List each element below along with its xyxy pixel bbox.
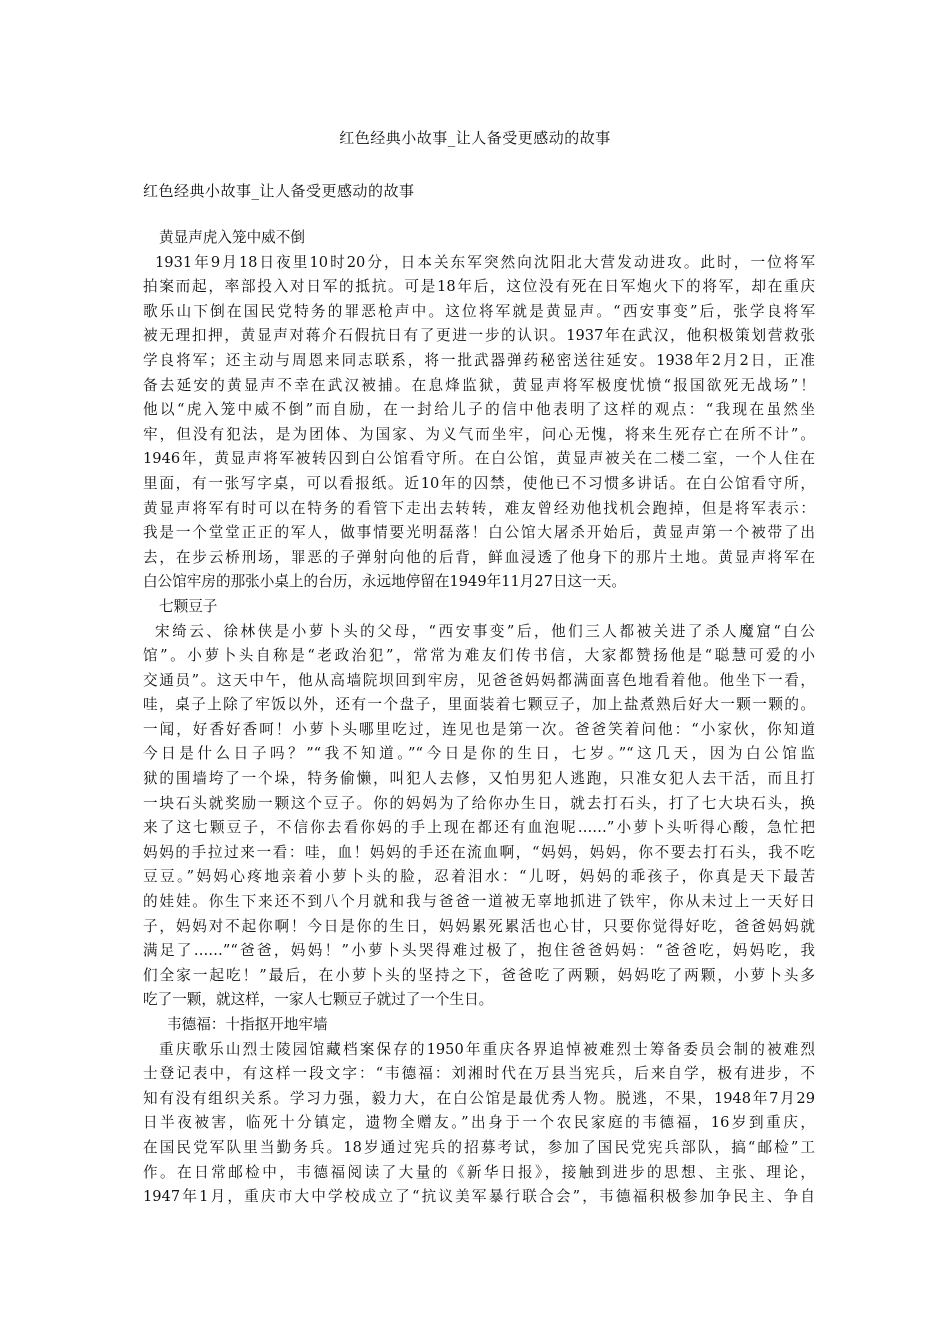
section-heading: 七颗豆子 <box>159 597 218 615</box>
paragraph-line: 他以“虎入笼中威不倒”而自励，在一封给儿子的信中他表明了这样的观点：“我现在虽然坐 <box>143 401 815 419</box>
paragraph-line: 吃了一颗，就这样，一家人七颗豆子就过了一个生日。 <box>143 991 494 1009</box>
paragraph-line: 里面，有一张写字桌，可以看报纸。近10年的囚禁，使他已不习惯多讲话。在白公馆看守所， <box>143 474 815 492</box>
paragraph-line: 被无理扣押，黄显声对蒋介石假抗日有了更进一步的认识。1937年在武汉，他积极策划营救张 <box>143 327 815 345</box>
paragraph-line: 一块石头就奖励一颗这个豆子。你的妈妈为了给你办生日，就去打石头，打了七大块石头，换 <box>143 794 815 812</box>
section-heading: 韦德福：十指抠开地牢墙 <box>167 1016 328 1033</box>
paragraph-line: 知有没有组织关系。学习力强，毅力大，在白公馆是最优秀人物。脱逃，不果，1948年7月29 <box>143 1089 815 1107</box>
paragraph-line: 歌乐山下倒在国民党特务的罪恶枪声中。这位将军就是黄显声。“西安事变”后，张学良将军 <box>143 302 815 320</box>
paragraph-line: 去，在步云桥刑场，罪恶的子弹射向他的后背，鲜血浸透了他身下的那片土地。黄显声将军在 <box>143 548 815 566</box>
paragraph-line: 牢，但没有犯法，是为团体、为国家、为义气而坐牢，问心无愧，将来生死存亡在所不计”。 <box>143 425 815 443</box>
paragraph-line: 豆豆。”妈妈心疼地亲着小萝卜头的脸，忍着泪水：“儿呀，妈妈的乖孩子，你真是天下最苦 <box>143 868 815 886</box>
paragraph-line: 今日是什么日子吗？”“我不知道。”“今日是你的生日，七岁。”“这几天，因为白公馆监 <box>143 745 815 763</box>
paragraph-line: 重庆歌乐山烈士陵园馆藏档案保存的1950年重庆各界追悼被难烈士筹备委员会制的被难烈 <box>159 1040 815 1058</box>
paragraph-line: 在国民党军队里当勤务兵。18岁通过宪兵的招募考试，参加了国民党宪兵部队，搞“邮检”工 <box>143 1138 815 1156</box>
paragraph-line: 们全家一起吃！”最后，在小萝卜头的坚持之下，爸爸吃了两颗，妈妈吃了两颗，小萝卜头多 <box>143 966 815 984</box>
paragraph-line: 我是一个堂堂正正的军人，做事情要光明磊落！白公馆大屠杀开始后，黄显声第一个被带了出 <box>143 524 815 542</box>
paragraph-line: 一闻，好香好香呵！小萝卜头哪里吃过，连见也是第一次。爸爸笑着问他：“小家伙，你知道 <box>143 720 815 738</box>
paragraph-line: 馆”。小萝卜头自称是“老政治犯”，常常为难友们传书信，大家都赞扬他是“聪慧可爱的小 <box>143 647 815 665</box>
paragraph-line: 1947年1月，重庆市大中学校成立了“抗议美军暴行联合会”，韦德福积极参加争民主、争自 <box>143 1188 815 1206</box>
paragraph-line: 妈妈的手拉过来一看：哇，血！妈妈的手还在流血啊，“妈妈，妈妈，你不要去打石头，我不吃 <box>143 843 815 861</box>
paragraph-line: 子，妈妈对不起你啊！今日是你的生日，妈妈累死累活也心甘，只要你觉得好吃，爸爸妈妈就 <box>143 917 815 935</box>
paragraph-line: 白公馆牢房的那张小桌上的台历，永远地停留在1949年11月27日这一天。 <box>143 573 626 591</box>
paragraph-line: 哇，桌子上除了牢饭以外，还有一个盘子，里面装着七颗豆子，加上盐煮熟后好大一颗一颗的。 <box>143 696 815 714</box>
paragraph-line: 宋绮云、徐林侠是小萝卜头的父母，“西安事变”后，他们三人都被关进了杀人魔窟“白公 <box>155 622 815 640</box>
paragraph-line: 黄显声将军有时可以在特务的看管下走出去转转，难友曾经劝他找机会跑掉，但是将军表示： <box>143 499 815 517</box>
paragraph-line: 作。在日常邮检中，韦德福阅读了大量的《新华日报》，接触到进步的思想、主张、理论， <box>143 1163 815 1181</box>
paragraph-line: 学良将军；还主动与周恩来同志联系，将一批武器弹药秘密送往延安。1938年2月2日，正准 <box>143 351 815 369</box>
document-body <box>143 226 815 1210</box>
paragraph-line: 的娃娃。你生下来还不到八个月就和我与爸爸一道被无辜地抓进了铁牢，你从未过上一天好日 <box>143 893 815 911</box>
document-title: 红色经典小故事_让人备受更感动的故事 <box>339 129 611 147</box>
paragraph-line: 士登记表中，有这样一段文字：“韦德福：刘湘时代在万县当宪兵，后来自学，极有进步，不 <box>143 1065 815 1083</box>
paragraph-line: 备去延安的黄显声不幸在武汉被捕。在息烽监狱，黄显声将军极度忧愤“报国欲死无战场”！ <box>143 376 815 394</box>
paragraph-line: 1931年9月18日夜里10时20分，日本关东军突然向沈阳北大营发动进攻。此时，一位将军 <box>155 253 815 271</box>
paragraph-line: 狱的围墙垮了一个垛，特务偷懒，叫犯人去修，又怕男犯人逃跑，只准女犯人去干活，而且打 <box>143 770 815 788</box>
paragraph-line: 满足了……”“爸爸，妈妈！”小萝卜头哭得难过极了，抱住爸爸妈妈：“爸爸吃，妈妈吃，我 <box>143 942 815 960</box>
paragraph-line: 日半夜被害，临死十分镇定，遗物全赠友。”出身于一个农民家庭的韦德福，16岁到重庆， <box>143 1114 815 1132</box>
paragraph-line: 拍案而起，率部投入对日军的抵抗。可是18年后，这位没有死在日军炮火下的将军，却在重庆 <box>143 278 815 296</box>
paragraph-line: 交通员”。这天中午，他从高墙院坝回到牢房，见爸爸妈妈都满面喜色地看着他。他坐下一看， <box>143 671 815 689</box>
paragraph-line: 来了这七颗豆子，不信你去看你妈的手上现在都还有血泡呢……”小萝卜头听得心酸，急忙把 <box>143 819 815 837</box>
section-heading: 黄显声虎入笼中威不倒 <box>159 229 305 246</box>
document-subtitle: 红色经典小故事_让人备受更感动的故事 <box>143 182 415 200</box>
paragraph-line: 1946年，黄显声将军被转囚到白公馆看守所。在白公馆，黄显声被关在二楼二室，一个人住在 <box>143 450 815 468</box>
